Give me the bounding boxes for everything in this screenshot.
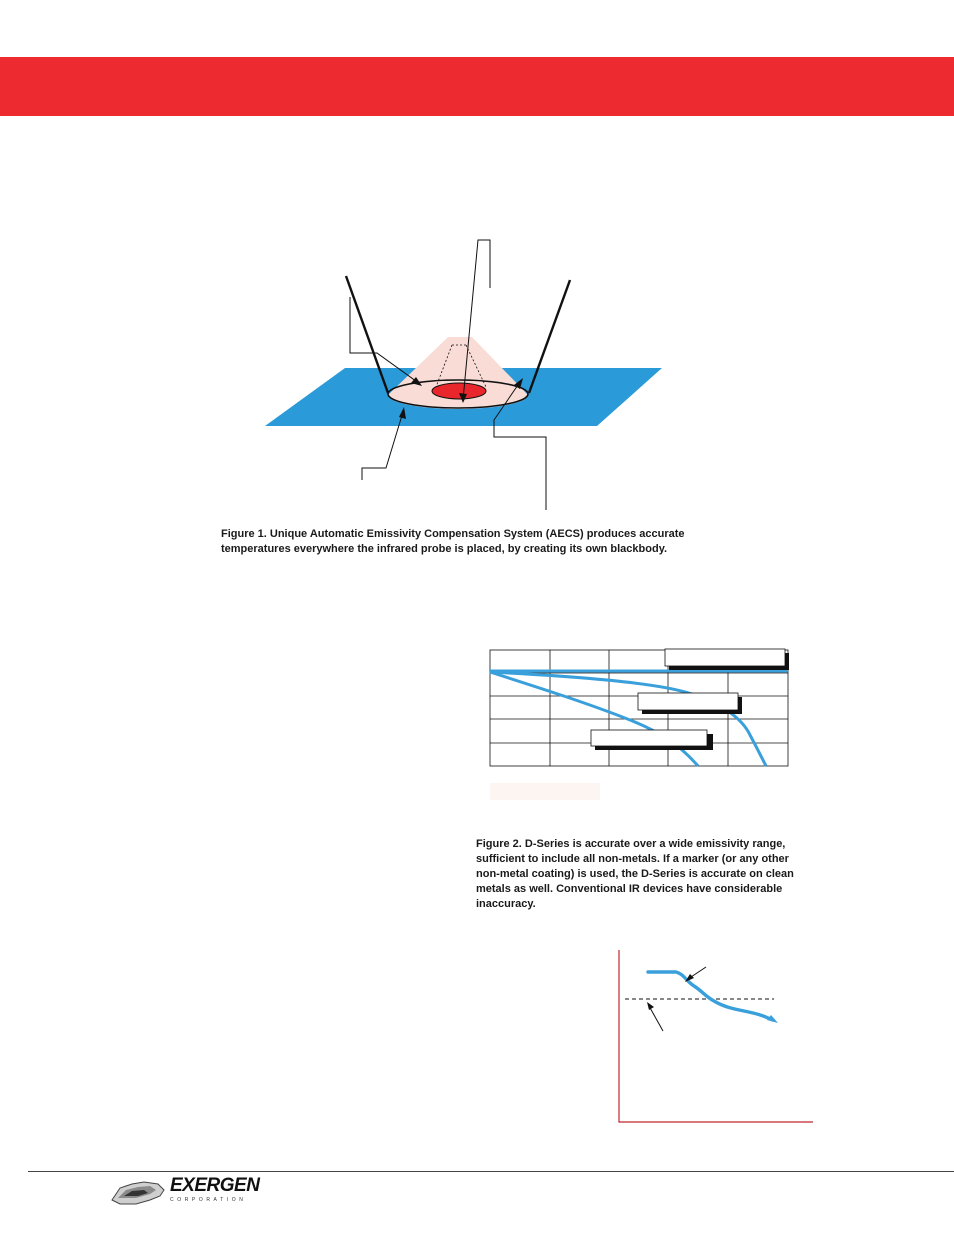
figure3-curve: [648, 972, 773, 1020]
logo-wordmark: EXERGEN: [170, 1175, 260, 1196]
exergen-logo-icon: [110, 1176, 170, 1206]
footer-rule: [28, 1171, 954, 1172]
figure2-chart: [480, 640, 800, 810]
figure3-axes: [619, 950, 813, 1122]
exergen-logo: [110, 1176, 260, 1206]
label-box-top: [665, 649, 789, 670]
logo-subtitle: CORPORATION: [170, 1197, 247, 1203]
figure3-curve-arrowhead: [767, 1015, 778, 1023]
target-spot: [432, 383, 486, 399]
label-box-bottom: [591, 730, 713, 750]
figure2-caption: Figure 2. D-Series is accurate over a wide emissivity range, sufficient to include all non-metals. If a marker (or any other non-metal coating) is used, the D-Series is accurate on clean metals as well. Conventional IR devices have considerable inaccuracy.: [476, 838, 794, 910]
leader-line-lower: [649, 1006, 663, 1031]
chart-note-area: [490, 783, 600, 800]
label-box-middle: [638, 693, 742, 714]
figure1-caption: Figure 1. Unique Automatic Emissivity Compensation System (AECS) produces accurate temperatures everywhere the infrared probe is placed, by creating its own blackbody.: [221, 528, 685, 555]
figure1-diagram: [0, 0, 954, 520]
figure3-chart: [610, 945, 825, 1130]
arrowhead-lower: [647, 1002, 654, 1010]
